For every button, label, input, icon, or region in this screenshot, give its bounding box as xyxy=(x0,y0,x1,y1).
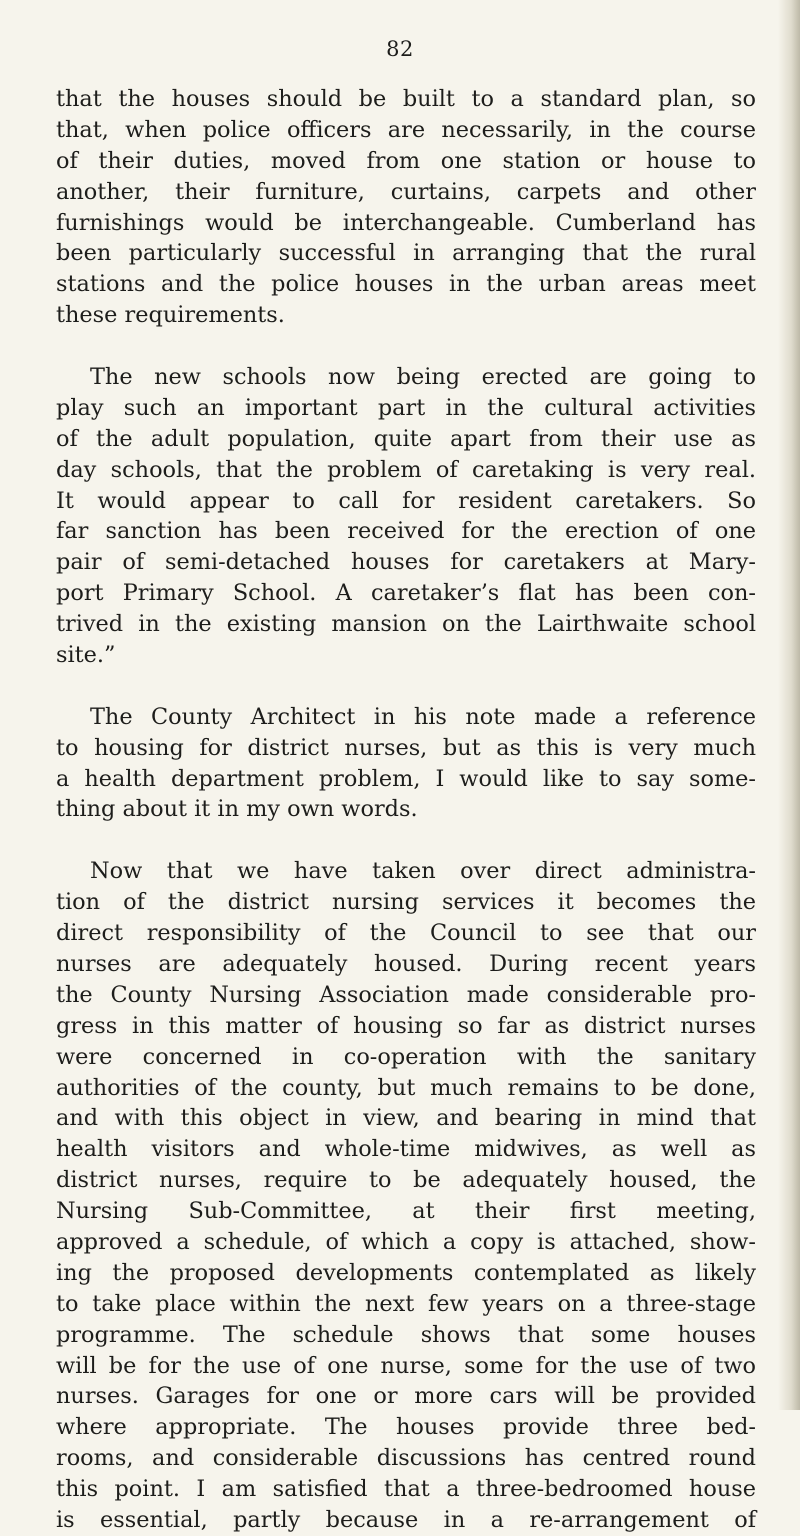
text-line: nurses. Garages for one or more cars will be provided xyxy=(56,1383,756,1410)
paragraph-gap xyxy=(56,825,756,856)
text-line: gress in this matter of housing so far as district nurses xyxy=(56,1012,756,1039)
text-line: will be for the use of one nurse, some for the use of two xyxy=(56,1352,756,1379)
text-line: play such an important part in the cultural activities xyxy=(56,394,756,421)
page-number: 82 xyxy=(386,37,414,61)
text-line: to housing for district nurses, but as this is very much xyxy=(56,734,756,761)
text-line: thing about it in my own words. xyxy=(56,796,418,823)
text-line: where appropriate. The houses provide three bed- xyxy=(56,1414,756,1441)
text-line: ing the proposed developments contemplated as likely xyxy=(56,1259,756,1286)
text-line: another, their furniture, curtains, carpets and other xyxy=(56,178,756,205)
text-line: It would appear to call for resident caretakers. So xyxy=(56,487,756,514)
text-line: is essential, partly because in a re-arrangement of xyxy=(56,1506,756,1533)
text-line: health visitors and whole-time midwives, as well as xyxy=(56,1136,756,1163)
body-text xyxy=(56,84,756,1536)
text-line: day schools, that the problem of caretaking is very real. xyxy=(56,456,756,483)
page-edge-shadow xyxy=(778,0,800,1410)
text-line: of the adult population, quite apart from their use as xyxy=(56,425,756,452)
text-line: The County Architect in his note made a reference xyxy=(90,703,756,730)
text-line: Nursing Sub-Committee, at their first meeting, xyxy=(56,1198,756,1225)
text-line: to take place within the next few years on a three-stage xyxy=(56,1290,756,1317)
text-line: trived in the existing mansion on the Lairthwaite school xyxy=(56,611,756,638)
text-line: district nurses, require to be adequately housed, the xyxy=(56,1167,756,1194)
text-line: furnishings would be interchangeable. Cumberland has xyxy=(56,209,756,236)
text-line: site.” xyxy=(56,642,116,669)
paragraph-gap xyxy=(56,331,756,362)
text-line: that, when police officers are necessarily, in the course xyxy=(56,116,756,143)
text-line: programme. The schedule shows that some houses xyxy=(56,1321,756,1348)
text-line: approved a schedule, of which a copy is attached, show- xyxy=(56,1228,756,1255)
text-line: and with this object in view, and bearing in mind that xyxy=(56,1105,756,1132)
text-line: The new schools now being erected are going to xyxy=(90,364,756,391)
text-line: nurses are adequately housed. During recent years xyxy=(56,950,756,977)
text-line: these requirements. xyxy=(56,302,285,329)
text-line: the County Nursing Association made considerable pro- xyxy=(56,981,756,1008)
text-line: been particularly successful in arranging that the rural xyxy=(56,240,756,267)
text-line: of their duties, moved from one station or house to xyxy=(56,147,756,174)
text-line: direct responsibility of the Council to see that our xyxy=(56,920,756,947)
text-line: that the houses should be built to a standard plan, so xyxy=(56,86,756,112)
text-line: rooms, and considerable discussions has centred round xyxy=(56,1445,756,1472)
text-line: a health department problem, I would like to say some- xyxy=(56,765,756,792)
text-line: this point. I am satisfied that a three-bedroomed house xyxy=(56,1476,756,1503)
text-line: stations and the police houses in the urban areas meet xyxy=(56,271,756,298)
text-line: authorities of the county, but much remains to be done, xyxy=(56,1074,756,1101)
text-line: far sanction has been received for the erection of one xyxy=(56,518,756,545)
text-line: were concerned in co-operation with the sanitary xyxy=(56,1043,756,1070)
text-line: Now that we have taken over direct administra- xyxy=(90,858,756,885)
paragraph-gap xyxy=(56,671,756,702)
text-line: port Primary School. A caretaker’s flat has been con- xyxy=(56,580,756,607)
text-line: pair of semi-detached houses for caretakers at Mary- xyxy=(56,549,756,576)
text-line: tion of the district nursing services it becomes the xyxy=(56,889,756,916)
